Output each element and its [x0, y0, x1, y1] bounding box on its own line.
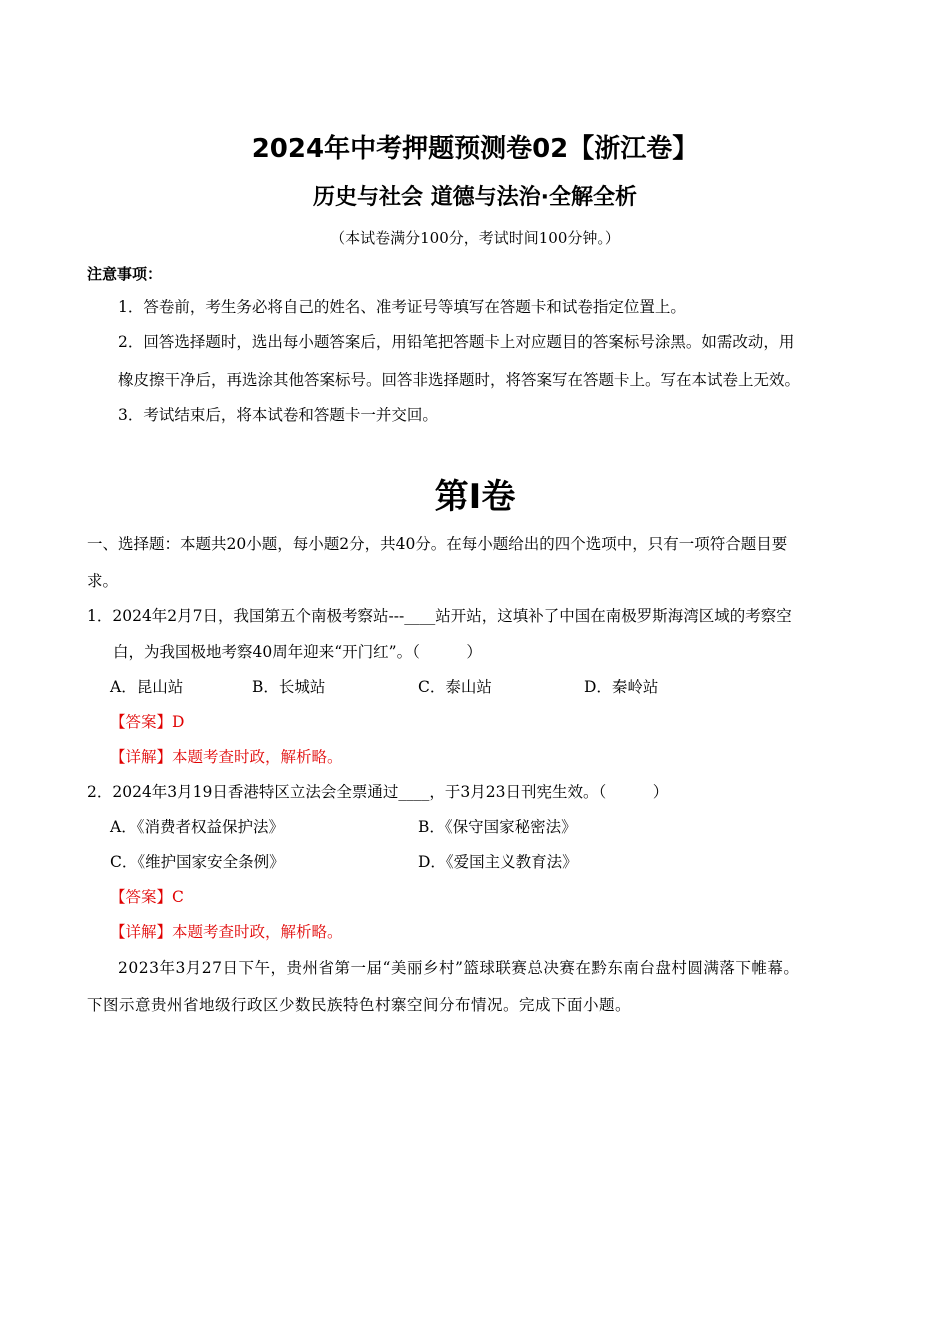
- section-title: 第Ⅰ卷: [434, 477, 516, 517]
- question-2-detail: 【详解】本题考查时政，解析略。: [110, 923, 343, 941]
- question-2-option-a: A．《消费者权益保护法》: [110, 818, 284, 836]
- question-1-line-1: 1．2024年2月7日，我国第五个南极考察站---____站开站，这填补了中国在南极罗斯海湾区域的考察空: [87, 607, 792, 625]
- question-1-line-2: 白，为我国极地考察40周年迎来“开门红”。（ ）: [113, 643, 482, 661]
- exam-subtitle: 历史与社会 道德与法治·全解全析: [312, 185, 638, 210]
- question-2-option-d: D．《爱国主义教育法》: [418, 853, 578, 871]
- notice-item-2-line-1: 2．回答选择题时，选出每小题答案后，用铅笔把答题卡上对应题目的答案标号涂黑。如需改动，用: [118, 333, 795, 351]
- notice-item-3: 3．考试结束后，将本试卷和答题卡一并交回。: [118, 406, 438, 424]
- section-intro-line-2: 求。: [87, 572, 119, 590]
- question-2-option-c: C．《维护国家安全条例》: [110, 853, 285, 871]
- exam-title: 2024年中考押题预测卷02【浙江卷】: [251, 134, 699, 164]
- question-2-answer: 【答案】C: [110, 888, 184, 906]
- question-2-option-b: B．《保守国家秘密法》: [418, 818, 577, 836]
- exam-note: （本试卷满分100分，考试时间100分钟。）: [330, 229, 620, 247]
- section-intro-line-1: 一、选择题：本题共20小题，每小题2分，共40分。在每小题给出的四个选项中，只有一项符合题目要: [87, 535, 788, 553]
- notice-item-1: 1．答卷前，考生务必将自己的姓名、准考证号等填写在答题卡和试卷指定位置上。: [118, 298, 686, 316]
- question-1-detail: 【详解】本题考查时政，解析略。: [110, 748, 343, 766]
- passage-line-2: 下图示意贵州省地级行政区少数民族特色村寨空间分布情况。完成下面小题。: [87, 996, 632, 1014]
- question-1-option-d: D．秦岭站: [584, 678, 659, 696]
- notice-heading: 注意事项：: [87, 265, 163, 283]
- question-1-answer: 【答案】D: [110, 713, 185, 731]
- question-1-option-b: B．长城站: [252, 678, 326, 696]
- notice-item-2-line-2: 橡皮擦干净后，再选涂其他答案标号。回答非选择题时，将答案写在答题卡上。写在本试卷上无效。: [118, 371, 801, 389]
- question-1-option-c: C．泰山站: [418, 678, 492, 696]
- question-2-line-1: 2．2024年3月19日香港特区立法会全票通过____，于3月23日刊宪生效。（ ）: [87, 783, 669, 801]
- passage-line-1: 2023年3月27日下午，贵州省第一届“美丽乡村”篮球联赛总决赛在黔东南台盘村圆满落下帷幕。: [118, 959, 800, 977]
- question-1-option-a: A．昆山站: [110, 678, 184, 696]
